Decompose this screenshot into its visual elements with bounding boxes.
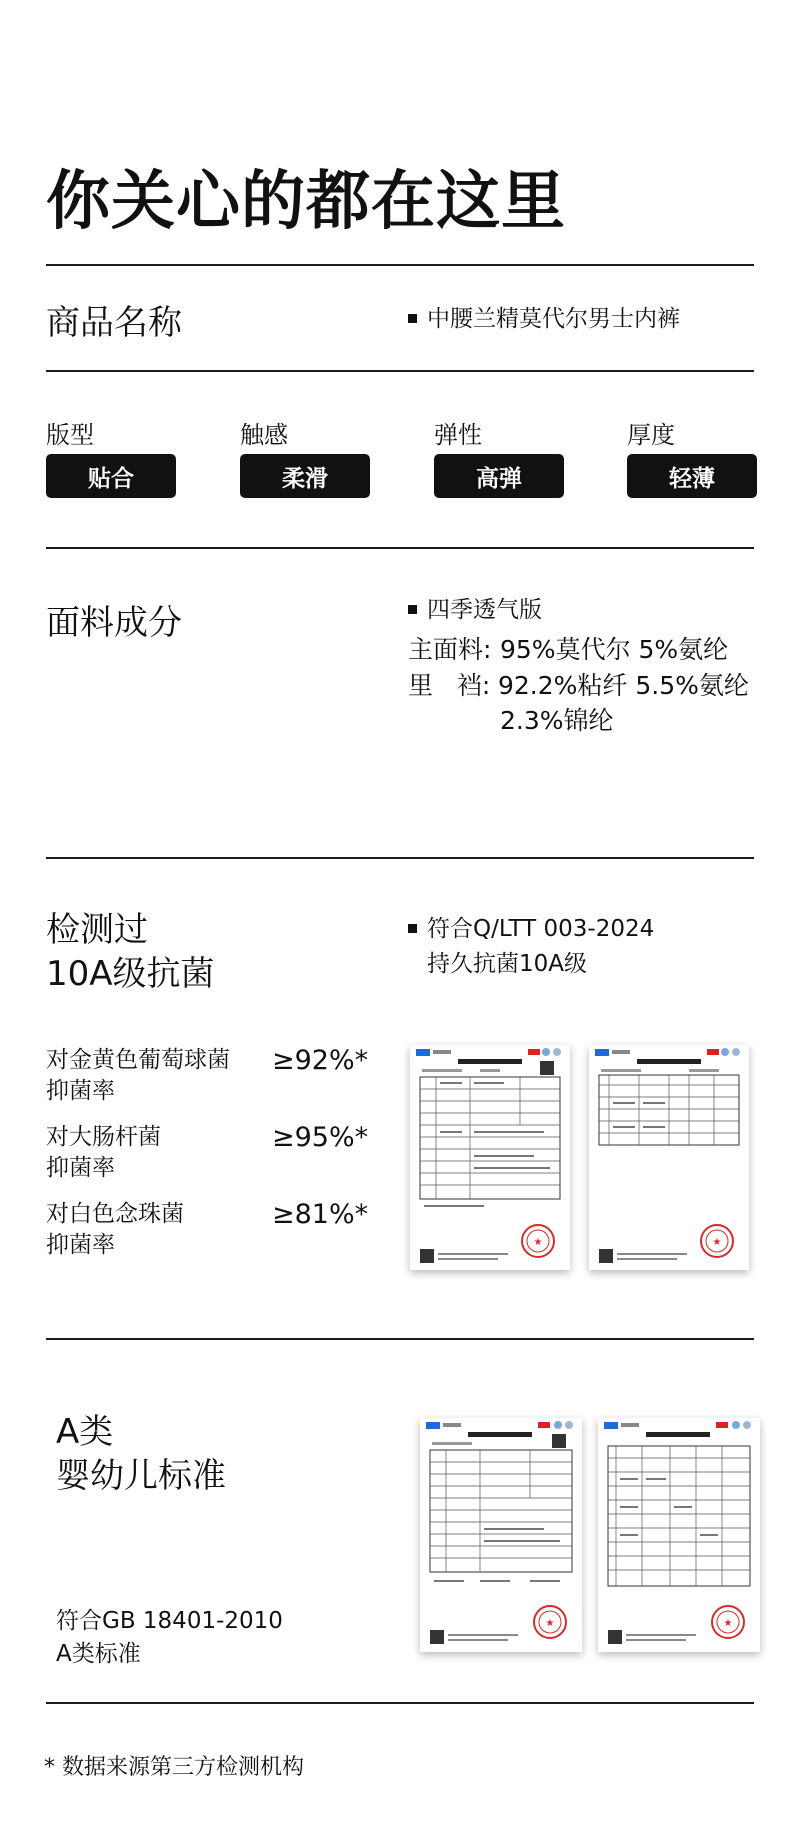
infant-standard bbox=[56, 1605, 283, 1671]
infant-label-line2: 婴幼儿标准 bbox=[56, 1456, 226, 1496]
product-name-value bbox=[408, 302, 680, 337]
product-name-label: 商品名称 bbox=[46, 303, 182, 343]
fabric-lining-value-2: 2.3%锦纶 bbox=[500, 706, 614, 735]
svg-text:★: ★ bbox=[723, 1618, 733, 1629]
stat-candida-line2: 抑菌率 bbox=[46, 1232, 115, 1258]
antibacterial-label bbox=[46, 908, 215, 996]
test-report-appendix-image bbox=[589, 1045, 749, 1270]
test-report-image bbox=[410, 1045, 570, 1270]
footnote: * 数据来源第三方检测机构 bbox=[44, 1755, 304, 1780]
stat-ecoli-line2: 抑菌率 bbox=[46, 1155, 115, 1181]
fabric-version-text: 四季透气版 bbox=[427, 597, 542, 623]
attr-fit-badge: 贴合 bbox=[46, 454, 176, 498]
attr-fit-label: 版型 bbox=[46, 421, 94, 449]
divider bbox=[46, 857, 754, 859]
fabric-main-label: 主面料: bbox=[408, 635, 492, 664]
attr-elasticity-badge: 高弹 bbox=[434, 454, 564, 498]
stat-ecoli-name bbox=[46, 1122, 161, 1184]
attr-thickness-badge: 轻薄 bbox=[627, 454, 757, 498]
fabric-label: 面料成分 bbox=[46, 603, 182, 643]
antibacterial-label-line2: 10A级抗菌 bbox=[46, 954, 215, 994]
antibacterial-standard bbox=[408, 912, 654, 982]
divider bbox=[46, 264, 754, 266]
divider bbox=[46, 547, 754, 549]
infant-test-report-image bbox=[420, 1418, 582, 1652]
antibacterial-standard-line1: 符合Q/LTT 003-2024 bbox=[427, 916, 655, 942]
stat-candida-line1: 对白色念珠菌 bbox=[46, 1201, 184, 1227]
stat-ecoli-value: ≥95%* bbox=[272, 1122, 369, 1153]
svg-text:★: ★ bbox=[533, 1237, 543, 1248]
bullet-square-icon bbox=[408, 314, 417, 323]
antibacterial-label-line1: 检测过 bbox=[46, 910, 148, 950]
stat-candida-name bbox=[46, 1199, 184, 1261]
attr-touch-label: 触感 bbox=[240, 421, 288, 449]
divider bbox=[46, 370, 754, 372]
fabric-lining-label: 里 裆: bbox=[408, 671, 491, 700]
fabric-main-value: 95%莫代尔 5%氨纶 bbox=[500, 635, 729, 664]
stat-staph-line2: 抑菌率 bbox=[46, 1078, 115, 1104]
fabric-version bbox=[408, 593, 542, 628]
bullet-square-icon bbox=[408, 924, 417, 933]
attr-thickness-label: 厚度 bbox=[627, 421, 675, 449]
stat-candida-value: ≥81%* bbox=[272, 1199, 369, 1230]
divider bbox=[46, 1338, 754, 1340]
stat-staph-value: ≥92%* bbox=[272, 1045, 369, 1076]
fabric-lining-value-1: 92.2%粘纤 5.5%氨纶 bbox=[498, 671, 749, 700]
stat-staph-line1: 对金黄色葡萄球菌 bbox=[46, 1047, 230, 1073]
bullet-square-icon bbox=[408, 605, 417, 614]
divider bbox=[46, 1702, 754, 1704]
svg-text:★: ★ bbox=[712, 1237, 722, 1248]
infant-test-report-appendix-image bbox=[598, 1418, 760, 1652]
attr-touch-badge: 柔滑 bbox=[240, 454, 370, 498]
infant-label bbox=[56, 1410, 226, 1498]
infant-standard-line2: A类标准 bbox=[56, 1641, 141, 1667]
svg-text:★: ★ bbox=[545, 1618, 555, 1629]
page-title: 你关心的都在这里 bbox=[46, 165, 566, 239]
infant-standard-line1: 符合GB 18401-2010 bbox=[56, 1608, 283, 1634]
stat-staph-name bbox=[46, 1045, 230, 1107]
attr-elasticity-label: 弹性 bbox=[434, 421, 482, 449]
stat-ecoli-line1: 对大肠杆菌 bbox=[46, 1124, 161, 1150]
product-name-text: 中腰兰精莫代尔男士内裤 bbox=[427, 306, 680, 332]
infant-label-line1: A类 bbox=[56, 1412, 114, 1452]
antibacterial-standard-line2: 持久抗菌10A级 bbox=[427, 951, 588, 977]
